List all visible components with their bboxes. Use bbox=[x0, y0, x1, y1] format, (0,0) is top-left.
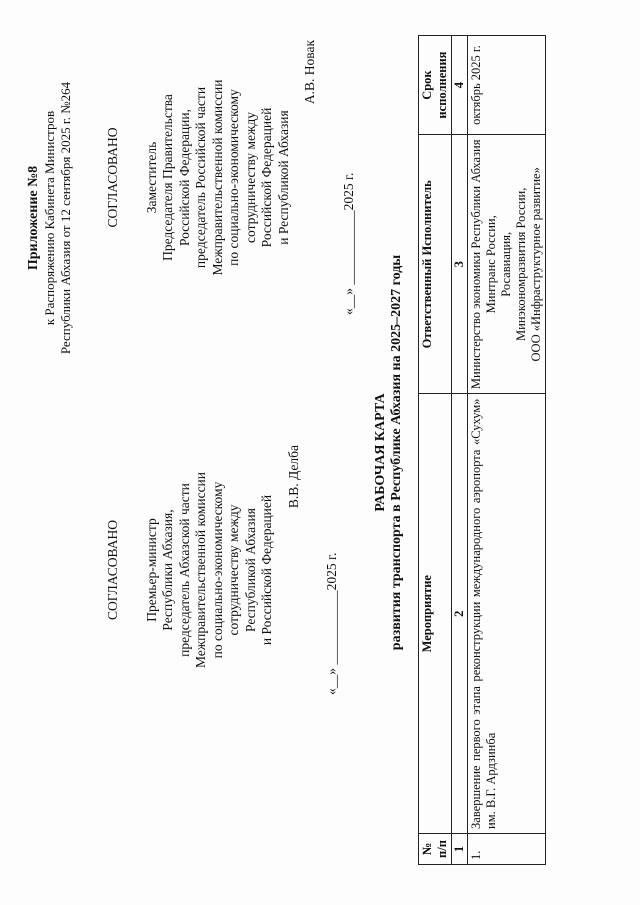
approval-line: и Республикой Абхазия bbox=[275, 110, 291, 245]
document-title-sub: развития транспорта в Республике Абхазия на 2025–2027 годы bbox=[389, 254, 404, 651]
column-number: 4 bbox=[452, 36, 468, 135]
table-row bbox=[468, 36, 546, 865]
signatory-name: В.В. Делба bbox=[285, 445, 301, 509]
header-term: Срок исполнения bbox=[419, 36, 452, 135]
approval-line: Республикой Абхазия bbox=[242, 508, 258, 632]
approval-line: Премьер-министр bbox=[143, 518, 159, 622]
document-title-main: РАБОЧАЯ КАРТА bbox=[373, 393, 388, 512]
row-event: Завершение первого этапа реконструкции международного аэропорта «Сухум» им. В.Г. Ардзинба bbox=[468, 394, 546, 834]
responsible-entity: Росавиация, bbox=[499, 231, 513, 297]
appendix-line: Республики Абхазия от 12 сентября 2025 г. №264 bbox=[58, 81, 73, 355]
approval-date: «__» ___________2025 г. bbox=[324, 552, 339, 695]
row-responsible bbox=[468, 135, 546, 394]
approval-line: по социально-экономическому bbox=[226, 89, 241, 266]
appendix-line: к Распоряжению Кабинета Министров bbox=[42, 110, 57, 326]
approval-line: сотрудничеству между bbox=[226, 504, 241, 636]
appendix-header bbox=[26, 28, 74, 408]
approval-date: «__» ___________2025 г. bbox=[340, 172, 356, 315]
approval-line: Председателя Правительства bbox=[160, 94, 175, 261]
responsible-entity: Минэкономразвития России, bbox=[514, 187, 528, 341]
column-number: 3 bbox=[452, 135, 468, 394]
approval-line: Межправительственной комиссии bbox=[209, 79, 225, 276]
table-header-row bbox=[419, 36, 452, 865]
approval-line: Межправительственной комиссии bbox=[193, 471, 208, 669]
row-term: октябрь 2025 г. bbox=[468, 36, 546, 135]
row-number: 1. bbox=[468, 833, 546, 864]
approval-block-left bbox=[105, 445, 341, 695]
work-plan-table bbox=[418, 35, 546, 865]
approval-line: Российской Федерацией bbox=[259, 107, 274, 248]
column-number: 2 bbox=[452, 394, 468, 834]
approval-block-right bbox=[105, 40, 357, 315]
responsible-entity: ООО «Инфраструктурное развитие» bbox=[529, 167, 543, 362]
header-event: Мероприятие bbox=[419, 394, 452, 834]
approval-line: Российской Федерации, bbox=[176, 108, 192, 247]
approval-line: Заместитель bbox=[143, 141, 159, 214]
header-number: № п/п bbox=[419, 833, 452, 864]
approval-line: председатель Абхазской части bbox=[176, 483, 192, 657]
responsible-entity: Министерство экономики Республики Абхазия bbox=[469, 139, 483, 390]
column-number-row bbox=[452, 36, 468, 865]
approval-line: председатель Российской части bbox=[193, 86, 208, 269]
header-responsible: Ответственный Исполнитель bbox=[419, 135, 452, 394]
signatory-name: А.В. Новак bbox=[302, 40, 317, 105]
approval-title: СОГЛАСОВАНО bbox=[105, 127, 120, 228]
approval-line: сотрудничеству между bbox=[242, 112, 258, 243]
appendix-title: Приложение №8 bbox=[26, 165, 41, 271]
column-number: 1 bbox=[452, 833, 468, 864]
approval-title: СОГЛАСОВАНО bbox=[105, 520, 120, 620]
document-title bbox=[373, 0, 405, 905]
responsible-entity: Минтранс России, bbox=[484, 215, 498, 314]
approval-line: по социально-экономическому bbox=[209, 481, 225, 659]
approval-line: и Российской Федерацией bbox=[259, 494, 274, 646]
approval-line: Республики Абхазия, bbox=[160, 509, 175, 631]
